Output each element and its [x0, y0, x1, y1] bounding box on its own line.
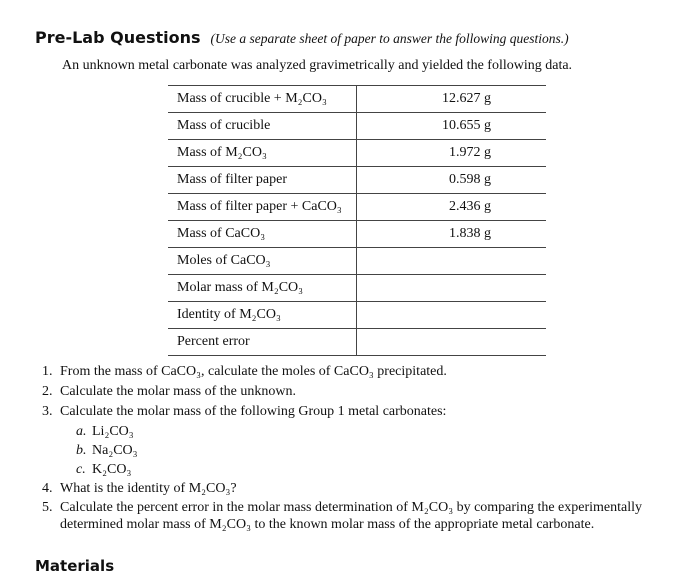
section-title: Pre-Lab Questions — [35, 28, 201, 47]
question-text: From the mass of CaCO₃, calculate the moles of CaCO₃ precipitated. — [60, 364, 447, 379]
table-row — [168, 194, 546, 221]
question-text-line-2: determined molar mass of M₂CO₃ to the known molar mass of the appropriate metal carbonate. — [60, 517, 595, 532]
question-3 — [42, 402, 652, 422]
question-2 — [42, 382, 652, 402]
item-letter: a. — [76, 424, 87, 439]
materials-heading: Materials — [35, 557, 115, 575]
table-row — [168, 248, 546, 275]
question-5 — [42, 499, 652, 533]
row-value-empty — [357, 302, 546, 329]
table-row — [168, 167, 546, 194]
table-row — [168, 221, 546, 248]
prelab-heading — [35, 28, 569, 48]
item-letter: c. — [76, 462, 86, 477]
question-number: 5. — [42, 500, 53, 515]
row-label: Mass of crucible — [168, 113, 357, 140]
table-row — [168, 113, 546, 140]
item-text: Li₂CO₃ — [92, 424, 134, 439]
row-value: 12.627 g — [357, 86, 546, 113]
item-text: Na₂CO₃ — [92, 443, 138, 458]
table-row — [168, 329, 546, 356]
row-value: 10.655 g — [357, 113, 546, 140]
data-table — [168, 85, 546, 356]
question-text: Calculate the molar mass of the following Group 1 metal carbonates: — [60, 404, 447, 419]
row-value: 0.598 g — [357, 167, 546, 194]
table-row — [168, 275, 546, 302]
question-text-line-1: Calculate the percent error in the molar mass determination of M₂CO₃ by comparing the experimentally — [60, 500, 643, 515]
question-number: 4. — [42, 481, 53, 496]
table-row — [168, 86, 546, 113]
row-value-empty — [357, 329, 546, 356]
row-value: 1.838 g — [357, 221, 546, 248]
table-row — [168, 140, 546, 167]
question-text: What is the identity of M₂CO₃? — [60, 481, 237, 496]
question-3-item-c — [42, 460, 652, 479]
row-value: 1.972 g — [357, 140, 546, 167]
row-label: Mass of M₂CO₃ — [168, 140, 357, 167]
row-label: Mass of CaCO₃ — [168, 221, 357, 248]
question-3-item-a — [42, 422, 652, 441]
question-list — [42, 362, 652, 533]
intro-text: An unknown metal carbonate was analyzed gravimetrically and yielded the following data. — [62, 58, 573, 73]
row-value-empty — [357, 248, 546, 275]
row-label: Identity of M₂CO₃ — [168, 302, 357, 329]
question-number: 3. — [42, 404, 53, 419]
item-text: K₂CO₃ — [92, 462, 132, 477]
question-number: 2. — [42, 384, 53, 399]
row-label: Moles of CaCO₃ — [168, 248, 357, 275]
question-4 — [42, 479, 652, 499]
row-value: 2.436 g — [357, 194, 546, 221]
question-1 — [42, 362, 652, 382]
table-row — [168, 302, 546, 329]
row-label: Mass of filter paper — [168, 167, 357, 194]
row-label: Mass of crucible + M₂CO₃ — [168, 86, 357, 113]
row-label: Percent error — [168, 329, 357, 356]
row-label: Mass of filter paper + CaCO₃ — [168, 194, 357, 221]
question-3-item-b — [42, 441, 652, 460]
row-label: Molar mass of M₂CO₃ — [168, 275, 357, 302]
question-number: 1. — [42, 364, 53, 379]
section-note: (Use a separate sheet of paper to answer the following questions.) — [210, 31, 569, 46]
question-text: Calculate the molar mass of the unknown. — [60, 384, 296, 399]
row-value-empty — [357, 275, 546, 302]
item-letter: b. — [76, 443, 87, 458]
